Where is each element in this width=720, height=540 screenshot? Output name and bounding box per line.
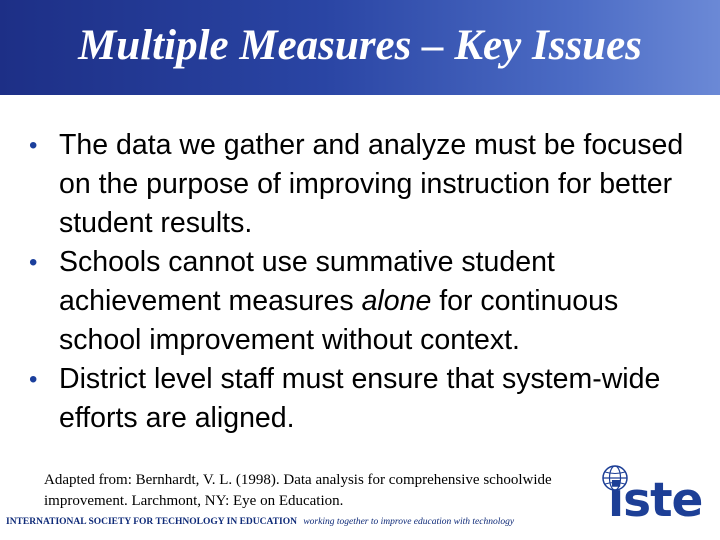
bullet-item-3 (28, 360, 708, 438)
bullet-emphasis: alone (361, 285, 432, 317)
logo-wordmark: iste (608, 473, 703, 528)
citation: Adapted from: Bernhardt, V. L. (1998). Data analysis for comprehensive schoolwide improvement. Larchmont, NY: Eye on Education. (44, 472, 552, 509)
bullet-text: District level staff must ensure that system-wide efforts are aligned. (59, 363, 661, 434)
iste-logo (600, 463, 715, 533)
title-bar (0, 0, 720, 95)
bullet-marker: • (29, 132, 38, 159)
bullet-list (28, 126, 708, 438)
bullet-text-continued: for continuous school improvement without context. (59, 285, 619, 356)
bullet-marker: • (29, 249, 38, 276)
bullet-item-2 (28, 243, 708, 360)
footer-org: INTERNATIONAL SOCIETY FOR TECHNOLOGY IN EDUCATION (6, 517, 297, 527)
bullet-text: Schools cannot use summative student achievement measures (59, 246, 555, 317)
footer (6, 517, 606, 527)
slide-title: Multiple Measures – Key Issues (78, 22, 642, 69)
bullet-marker: • (29, 366, 38, 393)
bullet-item-1 (28, 126, 708, 243)
bullet-text: The data we gather and analyze must be focused on the purpose of improving instruction for better student results. (59, 129, 684, 239)
footer-tagline: working together to improve education with technology (303, 517, 515, 527)
